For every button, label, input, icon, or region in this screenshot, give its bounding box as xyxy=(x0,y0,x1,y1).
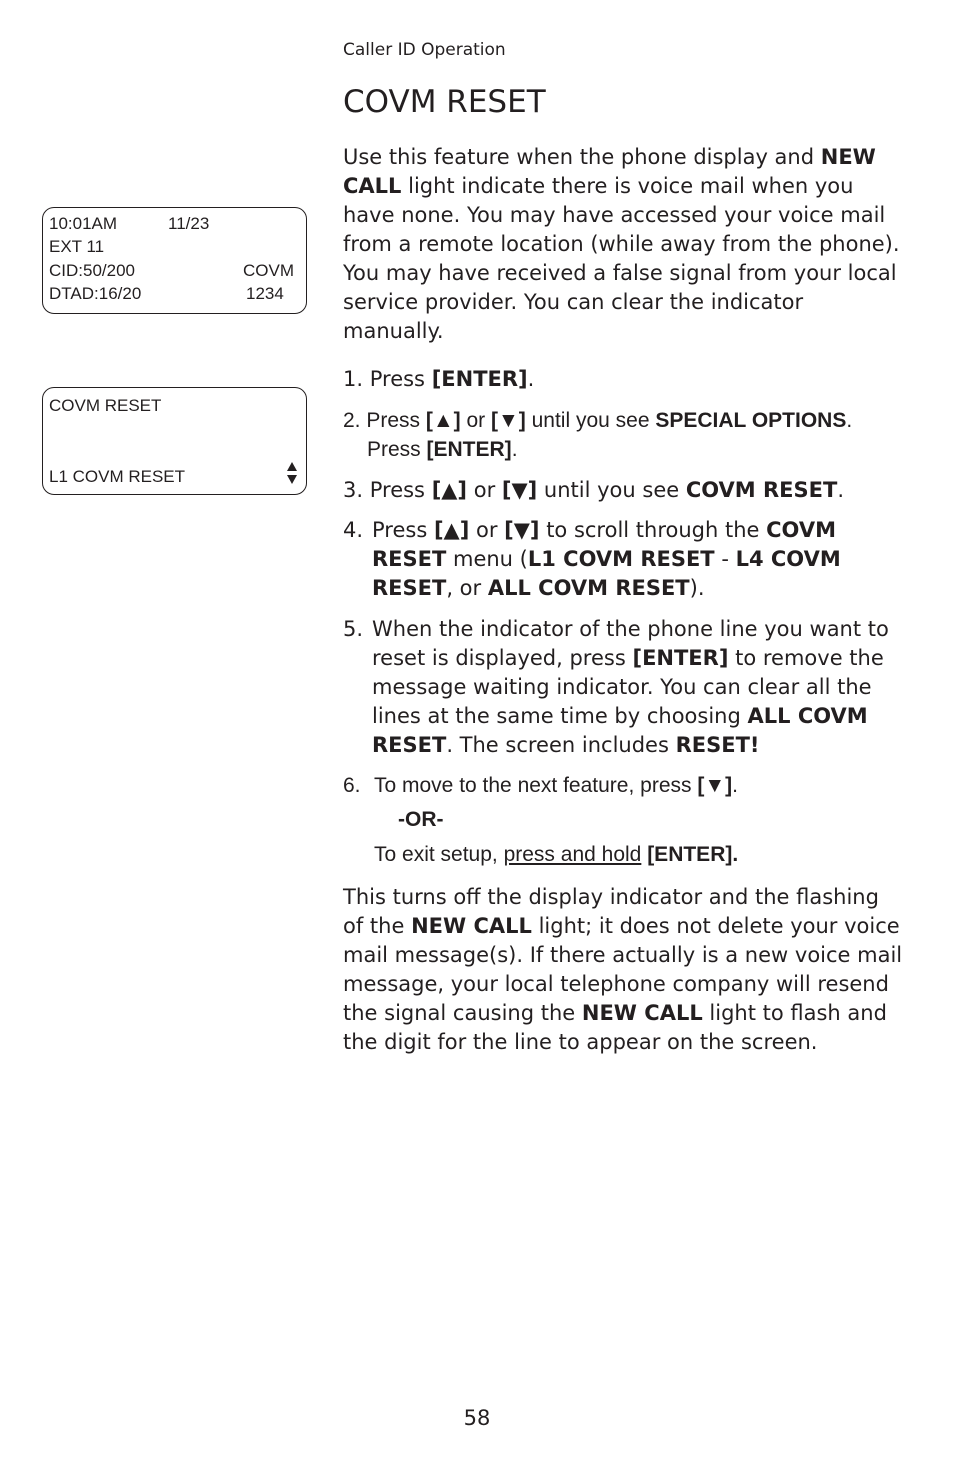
step-number: 5. xyxy=(343,617,364,641)
step-text: . xyxy=(527,367,535,391)
step-text: to remove the message waiting indicator. You can clear all the lines at the same time by choosing xyxy=(372,646,884,728)
step-text: To exit setup, xyxy=(374,843,504,866)
step-text: - xyxy=(714,547,736,571)
covm-reset-label: COVM RESET xyxy=(372,518,836,571)
intro-text: light indicate there is voice mail when you have none. You may have accessed your voice mail from a remote location (while away from the phone). You may have received a false signal from your local service provider. You can clear the indicator manually. xyxy=(343,174,900,343)
display-covm: COVM xyxy=(243,261,294,280)
enter-key-label: [ENTER] xyxy=(431,367,528,391)
page-number: 58 xyxy=(463,1406,491,1430)
new-call-label: NEW CALL xyxy=(343,145,876,198)
step-text: Press xyxy=(367,438,427,461)
exit-instruction xyxy=(374,843,738,867)
or-separator: -OR- xyxy=(398,808,444,831)
step-1 xyxy=(343,365,903,394)
step-text: Press xyxy=(369,367,432,391)
l4-covm-reset-label: L4 COVM RESET xyxy=(372,547,841,600)
step-text: menu ( xyxy=(446,547,528,571)
intro-text: Use this feature when the phone display and xyxy=(343,145,821,169)
up-key-label: [▲] xyxy=(431,478,468,502)
step-number: 6. xyxy=(343,774,361,797)
display-ext: EXT 11 xyxy=(49,237,105,256)
page-title: COVM RESET xyxy=(343,84,546,120)
phone-display-covm-reset xyxy=(42,387,307,495)
enter-key-label: [ENTER] xyxy=(632,646,729,670)
display-dtad: DTAD:16/20 xyxy=(49,284,142,303)
step-text: To move to the next feature, press xyxy=(374,774,698,797)
down-key-label: [▼] xyxy=(697,774,733,797)
step-number: 1. xyxy=(343,367,364,391)
step-text: . The screen includes xyxy=(446,733,676,757)
press-and-hold-text: press and hold xyxy=(503,843,642,866)
l1-covm-reset-label: L1 COVM RESET xyxy=(527,547,715,571)
reset-label: RESET! xyxy=(675,733,760,757)
down-key-label: [▼] xyxy=(504,518,540,542)
enter-key-label: [ENTER] xyxy=(426,438,512,461)
outro-paragraph xyxy=(343,883,903,1057)
step-text: or xyxy=(460,409,491,432)
section-label: Caller ID Operation xyxy=(343,40,506,60)
up-key-label: [▲] xyxy=(425,409,461,432)
covm-reset-label: COVM RESET xyxy=(685,478,838,502)
step-text: or xyxy=(467,478,502,502)
step-text: . xyxy=(837,478,845,502)
step-3 xyxy=(343,476,903,505)
step-4 xyxy=(343,516,903,603)
display-date: 11/23 xyxy=(168,214,210,233)
step-text: Press xyxy=(369,478,432,502)
step-5 xyxy=(343,615,903,760)
step-number: 4. xyxy=(343,518,364,542)
outro-text: light; it does not delete your voice mail message(s). If there actually is a new voice mail message, your local telephone company will resend the signal causing the xyxy=(343,914,903,1025)
display-code: 1234 xyxy=(246,284,284,303)
step-text: until you see xyxy=(537,478,686,502)
step-text: ). xyxy=(689,576,705,600)
step-number: 3. xyxy=(343,478,364,502)
display-cid: CID:50/200 xyxy=(49,261,135,280)
step-number: 2. xyxy=(343,409,361,432)
step-text: Press xyxy=(366,409,426,432)
new-call-label: NEW CALL xyxy=(411,914,532,938)
up-key-label: [▲] xyxy=(433,518,470,542)
intro-paragraph xyxy=(343,143,903,346)
step-6 xyxy=(343,771,903,800)
special-options-label: SPECIAL OPTIONS xyxy=(655,409,847,432)
outro-text: This turns off the display indicator and the flashing of the xyxy=(343,885,879,938)
step-text: . xyxy=(511,438,518,461)
up-down-triangle-icon xyxy=(286,461,298,485)
display-menu-item: L1 COVM RESET xyxy=(49,467,186,486)
display-time: 10:01AM xyxy=(49,214,118,233)
step-text: to scroll through the xyxy=(539,518,767,542)
all-covm-reset-label: ALL COVM RESET xyxy=(487,576,690,600)
step-text: . xyxy=(846,409,853,432)
all-covm-reset-label: ALL COVM RESET xyxy=(372,704,868,757)
step-text: , or xyxy=(446,576,488,600)
step-text: When the indicator of the phone line you want to reset is displayed, press xyxy=(372,617,889,670)
down-key-label: [▼] xyxy=(491,409,526,432)
outro-text: light to flash and the digit for the line to appear on the screen. xyxy=(343,1001,887,1054)
step-text: Press xyxy=(372,518,434,542)
down-key-label: [▼] xyxy=(501,478,538,502)
new-call-label: NEW CALL xyxy=(581,1001,703,1025)
step-text: until you see xyxy=(525,409,656,432)
step-text: or xyxy=(469,518,505,542)
step-2 xyxy=(343,406,903,464)
enter-key-label: [ENTER]. xyxy=(647,843,739,866)
phone-display-idle xyxy=(42,207,307,314)
display-menu-title: COVM RESET xyxy=(49,396,162,415)
step-text: . xyxy=(732,774,738,797)
